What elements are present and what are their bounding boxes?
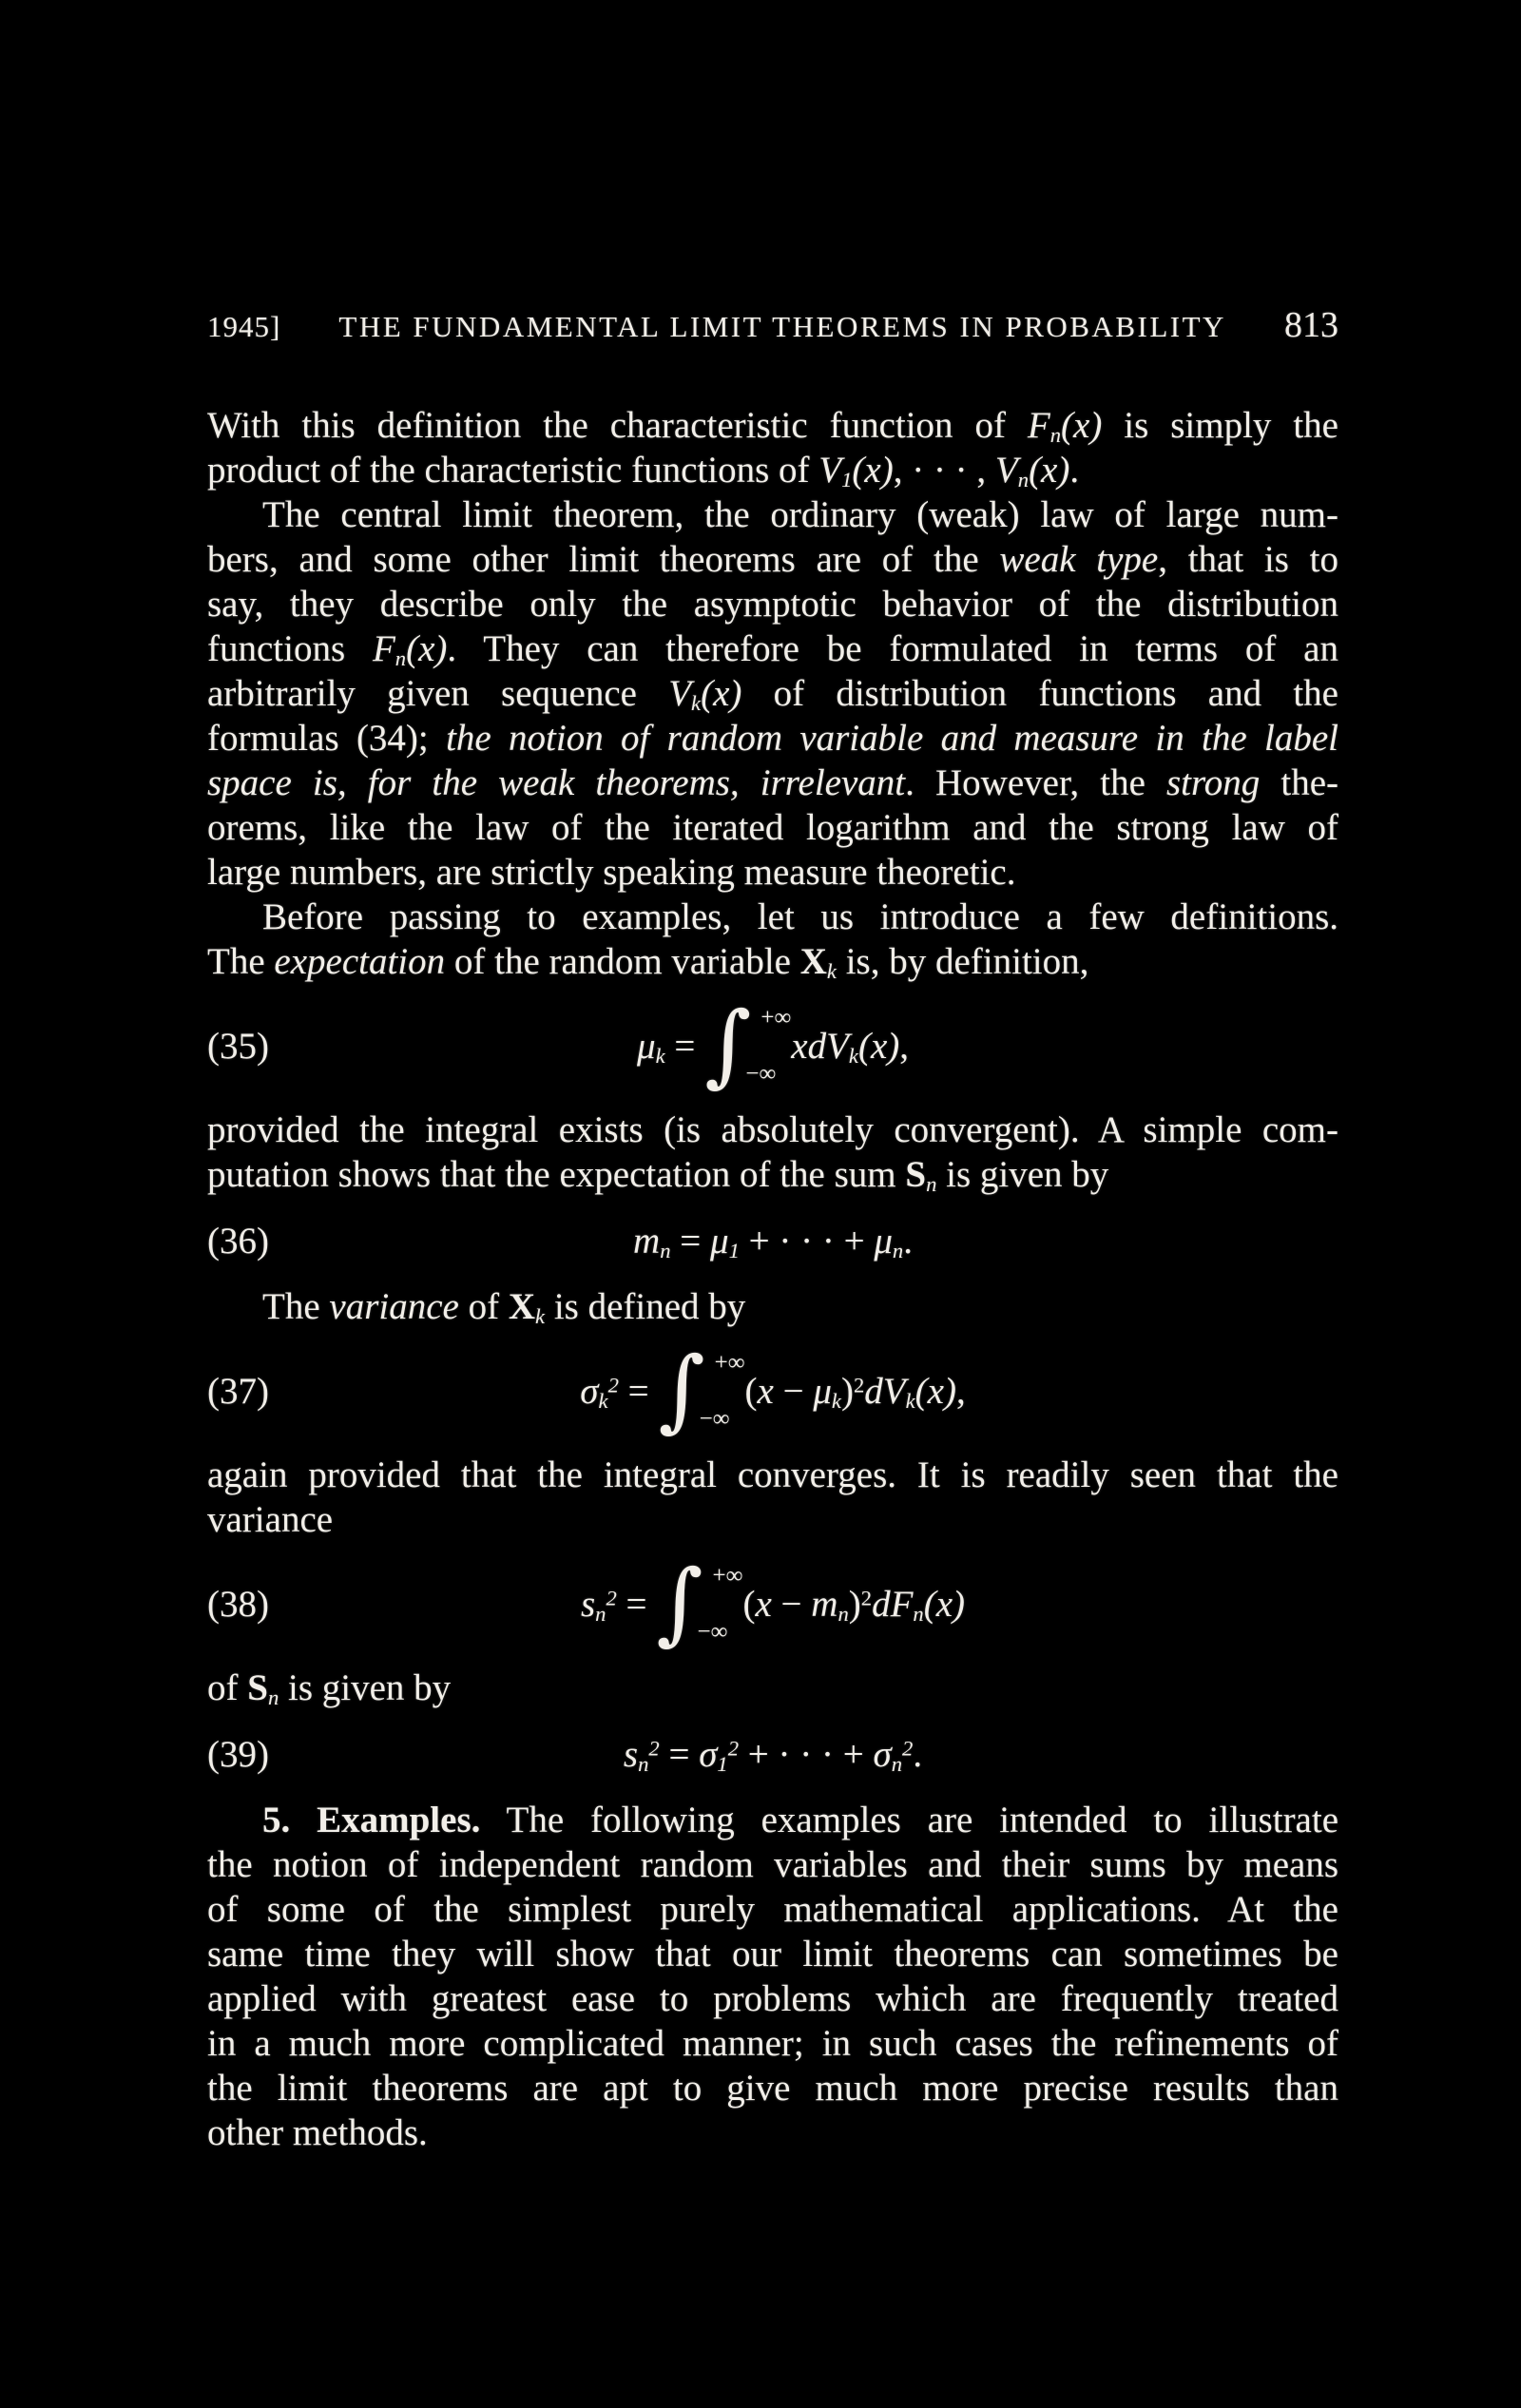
integral-sign: ∫ (656, 1551, 703, 1655)
text-line: of $S_n$ is given by (207, 1667, 452, 1709)
equation-label: (39) (207, 1733, 269, 1775)
equation-label: (38) (207, 1583, 269, 1625)
text-line: in a much more complicated manner; in such cases the refinements of (207, 2023, 1338, 2064)
text-line: of some of the simplest purely mathematical applications. At the (207, 1889, 1338, 1930)
equation-35 (207, 992, 1338, 1099)
equation-body (580, 1340, 965, 1441)
integral-sign: ∫ (658, 1338, 705, 1442)
equation-label: (37) (207, 1370, 269, 1412)
integral-upper-bound: +∞ (712, 1563, 743, 1589)
text-line: variance (207, 1499, 334, 1540)
paragraph (207, 1798, 1338, 2155)
text-line: large numbers, are strictly speaking measure theoretic. (207, 852, 1016, 893)
text-line: other methods. (207, 2112, 428, 2153)
integral-bounds (745, 995, 792, 1096)
article-body (207, 403, 1338, 2155)
integral-sign: ∫ (704, 992, 752, 1097)
equation-38 (207, 1551, 1338, 1657)
text-line: say, they describe only the asymptotic behavior of the distribution (207, 584, 1338, 625)
integral-lower-bound: −∞ (699, 1406, 730, 1432)
text-line: the limit theorems are apt to give much more precise results than (207, 2068, 1338, 2109)
equation-body (636, 992, 909, 1097)
equation-37 (207, 1338, 1338, 1444)
integral-upper-bound: +∞ (714, 1350, 745, 1376)
integral-upper-bound: +∞ (760, 1005, 792, 1031)
equation-rhs: xdV$_k$(x), (791, 1025, 909, 1068)
text-line: applied with greatest ease to problems which are frequently treated (207, 1978, 1338, 2019)
running-title: THE FUNDAMENTAL LIMIT THEOREMS IN PROBABILITY (338, 310, 1226, 343)
equation-lhs: $s_n^2$ = (580, 1583, 647, 1626)
text-line: again provided that the integral converges. It is readily seen that the (207, 1454, 1338, 1495)
paragraph (207, 895, 1338, 984)
text-line: same time they will show that our limit theorems can sometimes be (207, 1934, 1338, 1975)
paragraph (207, 1108, 1338, 1197)
paragraph (207, 403, 1338, 492)
equation-39 (207, 1729, 1338, 1779)
page-header (207, 304, 1338, 346)
text-line: putation shows that the expectation of the sum $S_n$ is given by (207, 1154, 1109, 1196)
equation-label: (35) (207, 1025, 269, 1067)
integral-lower-bound: −∞ (697, 1619, 728, 1645)
equation-label: (36) (207, 1220, 269, 1262)
paragraph (207, 1453, 1338, 1542)
text-line: The expectation of the random variable $X_k$ is, by definition, (207, 941, 1089, 983)
page-number: 813 (1284, 305, 1338, 345)
text-line: With this definition the characteristic function of $F_n(x)$ is simply the (207, 405, 1338, 447)
text-line: arbitrarily given sequence $V_k(x)$ of distribution functions and the (207, 673, 1338, 715)
text-line: bers, and some other limit theorems are of the weak type, that is to (207, 539, 1338, 580)
paragraph (207, 1284, 1338, 1329)
text-line: The central limit theorem, the ordinary (weak) law of large num- (262, 494, 1338, 535)
paragraph (207, 1666, 1338, 1710)
equation-expression: $s_n^2 = \sigma_1^2$ + · · · + $\sigma_n^2$. (623, 1733, 923, 1776)
text-line: product of the characteristic functions of $V_1(x)$, · · · , $V_n(x)$. (207, 450, 1080, 491)
text-line: Before passing to examples, let us introduce a few definitions. (262, 896, 1338, 937)
equation-lhs: $\mu_k$ = (636, 1025, 696, 1068)
equation-36 (207, 1216, 1338, 1265)
equation-rhs: $(x - \mu_k)^2dV_k(x)$, (744, 1370, 966, 1413)
text-line: the notion of independent random variables and their sums by means (207, 1844, 1338, 1885)
journal-year: 1945] (207, 310, 281, 343)
equation-body (581, 1553, 965, 1654)
equation-rhs: $(x - m_n)^2dF_n(x)$ (742, 1583, 965, 1626)
equation-body (633, 1219, 913, 1263)
text-line: space is, for the weak theorems, irrelevant. However, the strong the- (207, 762, 1338, 803)
text-line: provided the integral exists (is absolutely convergent). A simple com- (207, 1109, 1338, 1150)
integral-bounds (699, 1340, 745, 1441)
text-line: 5. Examples. The following examples are intended to illustrate (262, 1800, 1339, 1840)
equation-body (624, 1732, 922, 1777)
equation-lhs: $\sigma_k^2$ = (580, 1370, 649, 1413)
equation-expression: $m_n = \mu_1$ + · · · + $\mu_n$. (633, 1220, 913, 1262)
text-line: The variance of $X_k$ is defined by (262, 1286, 746, 1328)
text-line: functions $F_n(x)$. They can therefore be formulated in terms of an (207, 628, 1338, 670)
paragraph (207, 492, 1338, 895)
integral-lower-bound: −∞ (745, 1061, 777, 1087)
text-line: formulas (34); the notion of random variable and measure in the label (207, 718, 1338, 759)
text-line: orems, like the law of the iterated logarithm and the strong law of (207, 807, 1338, 848)
integral-bounds (697, 1553, 743, 1654)
